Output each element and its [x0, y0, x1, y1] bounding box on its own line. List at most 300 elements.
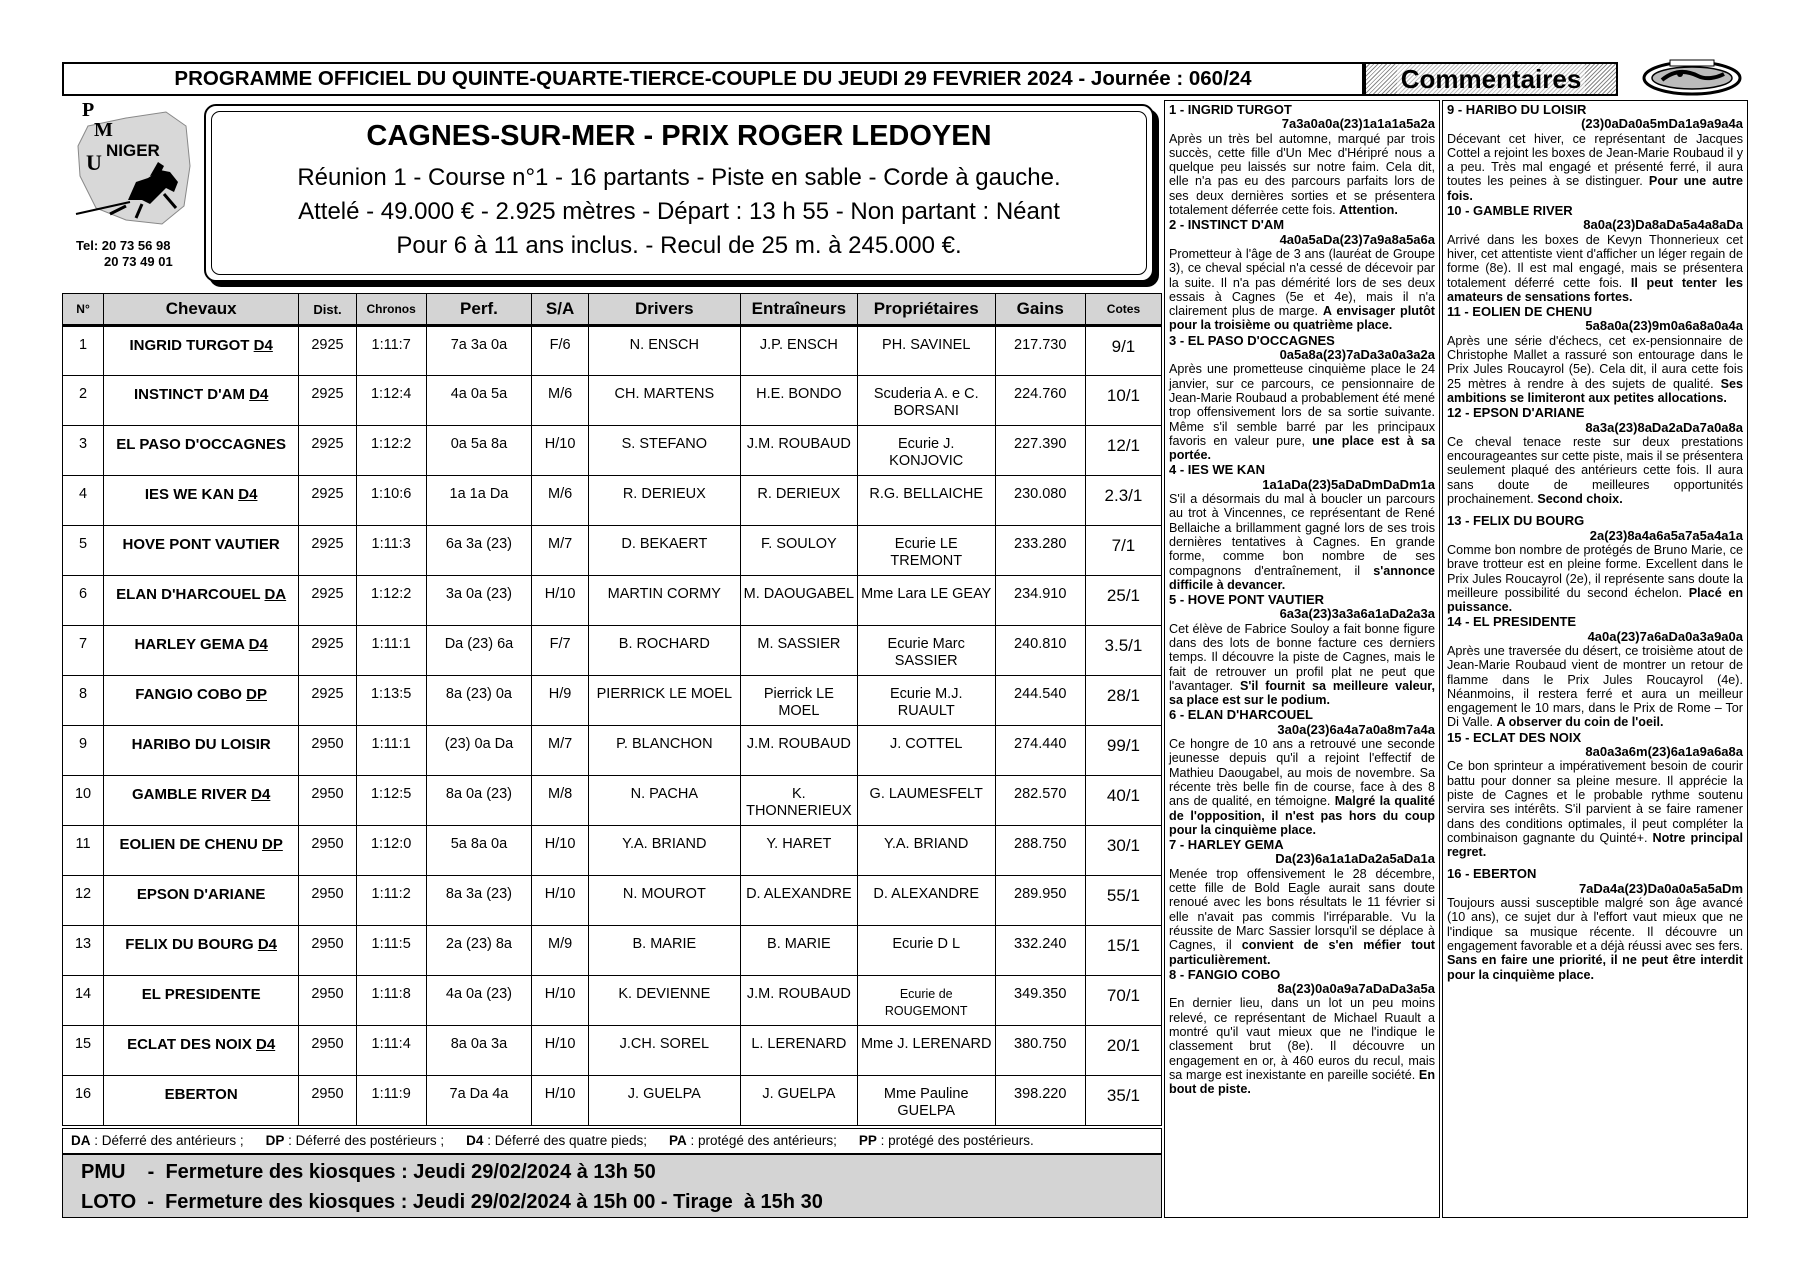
- perf-cell: 8a 3a (23): [426, 876, 532, 926]
- horse-name: EL PASO D'OCCAGNES: [116, 436, 286, 453]
- shoeing-tag: D4: [257, 936, 277, 953]
- comment-body: Après un très bel automne, marqué par trois succès, cette fille d'Un Mec d'Héripré nous a quelque peu laissés sur notre faim. Cela dit, elle n'a pas eu des parcours parfaits lors de ses deux dernières sorties et se présentera totalement déferrée cette fois.: [1169, 131, 1435, 218]
- comment-block: [1169, 968, 1435, 1097]
- dist-cell: 2925: [299, 676, 357, 726]
- gains-cell: 233.280: [995, 526, 1085, 576]
- cote-cell: 40/1: [1085, 776, 1161, 826]
- chrono-cell: 1:11:4: [356, 1026, 426, 1076]
- legend-code: DP: [265, 1133, 285, 1148]
- pmu-closing: PMU - Fermeture des kiosques : Jeudi 29/02/2024 à 13h 50: [81, 1161, 656, 1183]
- comment-body: Décevant cet hiver, ce représentant de Jacques Cottel a rejoint les boxes de Jean-Marie Roubaud il y a peu. Très mal engagé et présenté ferré, il aura toutes les peines à se distinguer.: [1447, 131, 1743, 189]
- comment-horse-heading: 10 - GAMBLE RIVER: [1447, 203, 1573, 219]
- owner-cell: Ecurie D L: [857, 926, 995, 976]
- comment-body: Ce hongre de 10 ans a retrouvé une seconde jeunesse depuis qu'il a rejoint l'effectif de Mathieu Daougabel, au mois de novembre. Sa récente très belle fin de course, face à des 8 ans de qualité, en témoigne.: [1169, 737, 1435, 809]
- gains-cell: 230.080: [995, 476, 1085, 526]
- comment-performance: Da(23)6a1a1aDa2a5aDa1a: [1275, 851, 1435, 867]
- comment-performance: 1a1aDa(23)5aDaDmDaDm1a: [1262, 476, 1435, 492]
- sa-cell: H/10: [532, 876, 588, 926]
- cote-cell: 35/1: [1085, 1076, 1161, 1126]
- comment-body: Comme bon nombre de protégés de Bruno Marie, ce brave trotteur est en pleine forme. Excellent dans le Prix Jules Roucayrol (2e), il représente sans doute la meilleure possibilité du second échelon.: [1447, 542, 1743, 600]
- dist-cell: 2950: [299, 776, 357, 826]
- shoeing-tag: DP: [246, 686, 267, 703]
- horse-name: EOLIEN DE CHENU: [119, 836, 258, 853]
- table-row: [63, 476, 1162, 526]
- comment-block: [1447, 305, 1743, 405]
- comment-body: Après une prometteuse cinquième place le 24 janvier, sur ce parcours, ce pensionnaire de Jean-Marie Roubaud a probablement été mené trop offensivement lors de sa sortie suivante. Même s'il semble barré par les principaux favoris en valeur pure,: [1169, 362, 1435, 448]
- legend-item: [71, 1133, 244, 1148]
- shoeing-tag: D4: [248, 636, 268, 653]
- comment-horse-heading: 5 - HOVE PONT VAUTIER: [1169, 592, 1325, 608]
- n-cell: 10: [63, 776, 104, 826]
- legend-code: D4: [466, 1133, 484, 1148]
- comment-horse-heading: 9 - HARIBO DU LOISIR: [1447, 102, 1587, 117]
- owner-cell: Scuderia A. e C. BORSANI: [857, 376, 995, 426]
- cote-cell: 70/1: [1085, 976, 1161, 1026]
- n-cell: 4: [63, 476, 104, 526]
- chrono-cell: 1:13:5: [356, 676, 426, 726]
- chrono-cell: 1:11:7: [356, 326, 426, 376]
- horse-name: EL PRESIDENTE: [141, 986, 261, 1003]
- comment-verdict: A envisager plutôt pour la troisième ou quatrième place.: [1169, 304, 1435, 333]
- owner-cell: D. ALEXANDRE: [857, 876, 995, 926]
- comment-performance: 0a5a8a(23)7aDa3a0a3a2a: [1279, 347, 1435, 363]
- col-header-chronos: Chronos: [356, 294, 426, 326]
- comment-verdict: A observer du coin de l'oeil.: [1496, 715, 1664, 730]
- cote-cell: 9/1: [1085, 326, 1161, 376]
- table-row: [63, 676, 1162, 726]
- comment-body: Après une série d'échecs, cet ex-pensionnaire de Christophe Mallet a rassuré son entourage dans le Prix Jules Roucayrol (5e). Cela dit, il aura cette fois 25 mètres à rendre à des sujets de qualité.: [1447, 333, 1743, 391]
- n-cell: 5: [63, 526, 104, 576]
- cote-cell: 15/1: [1085, 926, 1161, 976]
- comment-block: [1447, 514, 1743, 614]
- sa-cell: M/6: [532, 376, 588, 426]
- table-row: [63, 876, 1162, 926]
- driver-cell: J.CH. SOREL: [588, 1026, 740, 1076]
- comment-body: S'il a désormais du mal à boucler un parcours au trot à Vincennes, ce représentant de René Bellaiche a brillamment gagné lors de ses trois dernières tentatives à Cagnes. En grande forme, comme bon nombre de ses compagnons d'entraînement, il: [1169, 492, 1435, 578]
- shoeing-tag: D4: [249, 386, 269, 403]
- comment-verdict: Sans en faire une priorité, il ne peut être interdit pour la cinquième place.: [1447, 953, 1743, 982]
- horse-name: INSTINCT D'AM: [133, 386, 245, 403]
- comment-horse-heading: 3 - EL PASO D'OCCAGNES: [1169, 332, 1335, 348]
- horse-name-cell: [104, 876, 299, 926]
- table-row: [63, 976, 1162, 1026]
- chrono-cell: 1:12:5: [356, 776, 426, 826]
- comment-block: [1447, 103, 1743, 203]
- trainer-cell: J.P. ENSCH: [740, 326, 857, 376]
- horse-name-cell: [104, 626, 299, 676]
- programme-title: PROGRAMME OFFICIEL DU QUINTE-QUARTE-TIERCE-COUPLE DU JEUDI 29 FEVRIER 2024 - Journée : 060/24: [174, 67, 1252, 90]
- trainer-cell: D. ALEXANDRE: [740, 876, 857, 926]
- comment-block: [1169, 708, 1435, 837]
- comment-block: [1169, 838, 1435, 967]
- owner-cell: Ecurie J. KONJOVIC: [857, 426, 995, 476]
- comment-horse-heading: 13 - FELIX DU BOURG: [1447, 513, 1585, 529]
- table-row: [63, 576, 1162, 626]
- comment-horse-heading: 12 - EPSON D'ARIANE: [1447, 405, 1585, 421]
- legend-item: [859, 1133, 1034, 1148]
- comment-body: Toujours aussi susceptible malgré son âge avancé (10 ans), ce sujet dur à l'effort vaut mieux que ne l'indique sa musique récente. Il découvre un engagement favorable et a déjà réussi avec ses fers.: [1447, 896, 1743, 953]
- legend-text: : Déferré des quatre pieds;: [483, 1133, 648, 1148]
- perf-cell: Da (23) 6a: [426, 626, 532, 676]
- sa-cell: H/10: [532, 426, 588, 476]
- comment-horse-heading: 1 - INGRID TURGOT: [1169, 102, 1292, 117]
- table-row: [63, 826, 1162, 876]
- comment-verdict: Second choix.: [1537, 492, 1623, 507]
- owner-cell: R.G. BELLAICHE: [857, 476, 995, 526]
- comment-horse-heading: 6 - ELAN D'HARCOUEL: [1169, 707, 1313, 723]
- comment-performance: 2a(23)8a4a6a5a7a5a4a1a: [1589, 527, 1743, 543]
- comment-body: Menée trop offensivement le 28 décembre, cette fille de Bold Eagle aurait sans doute renoué avec les bons résultats le 11 février si elle n'avait pas commis l'irréparable. Vu la réussite de Marc Sassier lorsqu'il se déplace à Cagnes, il: [1169, 866, 1435, 953]
- driver-cell: P. BLANCHON: [588, 726, 740, 776]
- gains-cell: 349.350: [995, 976, 1085, 1026]
- perf-cell: 7a Da 4a: [426, 1076, 532, 1126]
- shoeing-tag: D4: [251, 786, 271, 803]
- table-row: [63, 526, 1162, 576]
- table-row: [63, 776, 1162, 826]
- shoeing-tag: DA: [264, 586, 287, 603]
- chrono-cell: 1:11:8: [356, 976, 426, 1026]
- trainer-cell: J.M. ROUBAUD: [740, 426, 857, 476]
- perf-cell: 4a 0a (23): [426, 976, 532, 1026]
- horse-name: FANGIO COBO: [135, 686, 242, 703]
- table-row: [63, 326, 1162, 376]
- perf-cell: 8a 0a (23): [426, 776, 532, 826]
- legend-text: : Déferré des postérieurs ;: [284, 1133, 445, 1148]
- chrono-cell: 1:11:3: [356, 526, 426, 576]
- loto-closing: LOTO - Fermeture des kiosques : Jeudi 29/02/2024 à 15h 00 - Tirage à 15h 30: [81, 1191, 823, 1213]
- table-row: [63, 376, 1162, 426]
- comment-text: [1169, 247, 1435, 333]
- horse-name: GAMBLE RIVER: [131, 786, 247, 803]
- trainer-cell: M. SASSIER: [740, 626, 857, 676]
- comment-block: [1169, 334, 1435, 463]
- cote-cell: 3.5/1: [1085, 626, 1161, 676]
- comment-horse-heading: 15 - ECLAT DES NOIX: [1447, 729, 1582, 745]
- comment-verdict: Attention.: [1339, 203, 1398, 218]
- horse-name-cell: [104, 976, 299, 1026]
- table-row: [63, 1026, 1162, 1076]
- horse-name: ECLAT DES NOIX: [127, 1036, 252, 1053]
- trainer-cell: H.E. BONDO: [740, 376, 857, 426]
- sa-cell: M/6: [532, 476, 588, 526]
- table-row: [63, 426, 1162, 476]
- owner-cell: Ecurie LE TREMONT: [857, 526, 995, 576]
- gains-cell: 288.750: [995, 826, 1085, 876]
- horse-name: EPSON D'ARIANE: [136, 886, 266, 903]
- comment-block: [1447, 204, 1743, 304]
- legend-code: DA: [71, 1133, 91, 1148]
- table-row: [63, 626, 1162, 676]
- phone-1: Tel: 20 73 56 98: [76, 238, 171, 253]
- dist-cell: 2925: [299, 576, 357, 626]
- comment-text: [1447, 644, 1743, 730]
- dist-cell: 2950: [299, 826, 357, 876]
- shoeing-tag: DP: [261, 836, 283, 853]
- comment-verdict: convient de s'en méfier tout particulièrement.: [1169, 938, 1435, 967]
- comment-performance: 4a0a5aDa(23)7a9a8a5a6a: [1279, 231, 1435, 247]
- perf-cell: 8a (23) 0a: [426, 676, 532, 726]
- programme-banner: [62, 62, 1364, 96]
- comment-block: [1447, 731, 1743, 860]
- phone-2: 20 73 49 01: [104, 254, 173, 269]
- comment-body: Prometteur à l'âge de 3 ans (lauréat de Groupe 3), ce cheval spécial n'a cessé de décevoir par la suite. Il n'a pas démérité lors de ses deux essais à Cagnes (5e et 4e), mais il n'a clairement plus de marge.: [1169, 246, 1435, 319]
- comment-text: [1169, 492, 1435, 592]
- n-cell: 13: [63, 926, 104, 976]
- trainer-cell: J. GUELPA: [740, 1076, 857, 1126]
- comment-text: [1169, 622, 1435, 708]
- n-cell: 2: [63, 376, 104, 426]
- horse-name-cell: [104, 826, 299, 876]
- dist-cell: 2950: [299, 926, 357, 976]
- cote-cell: 25/1: [1085, 576, 1161, 626]
- pmu-niger-logo: [66, 96, 196, 236]
- table-row: [63, 926, 1162, 976]
- comment-horse-heading: 4 - IES WE KAN: [1169, 462, 1266, 478]
- horse-name: EBERTON: [164, 1086, 238, 1103]
- trainer-cell: M. DAOUGABEL: [740, 576, 857, 626]
- comment-performance: 3a0a(23)6a4a7a0a8m7a4a: [1277, 721, 1435, 737]
- closing-times: [62, 1154, 1162, 1218]
- chrono-cell: 1:12:2: [356, 426, 426, 476]
- col-header-horses: Chevaux: [104, 294, 299, 326]
- comment-performance: 5a8a0a(23)9m0a6a8a0a4a: [1585, 318, 1743, 334]
- race-title: CAGNES-SUR-MER - PRIX ROGER LEDOYEN: [366, 120, 992, 152]
- col-header-owners: Propriétaires: [857, 294, 995, 326]
- trainer-cell: K. THONNERIEUX: [740, 776, 857, 826]
- sa-cell: M/7: [532, 726, 588, 776]
- comment-text: [1447, 759, 1743, 859]
- sa-cell: H/10: [532, 826, 588, 876]
- perf-cell: 3a 0a (23): [426, 576, 532, 626]
- gains-cell: 217.730: [995, 326, 1085, 376]
- horse-name-cell: [104, 326, 299, 376]
- comment-text: [1447, 435, 1743, 506]
- dist-cell: 2925: [299, 326, 357, 376]
- comment-body: Ce bon sprinteur a impérativement besoin de courir battu pour donner sa pleine mesure. Il apprécie la piste de Cagnes et le probable rythme soutenu servira ses intérêts. S'il parvient à se faire ramener dans des conditions optimales, il peut compléter la combinaison gagnante du Quinté+.: [1447, 759, 1743, 845]
- comment-performance: 7aDa4a(23)Da0a0a5a5aDm: [1578, 880, 1743, 896]
- runners-table: [62, 293, 1162, 1126]
- driver-cell: N. PACHA: [588, 776, 740, 826]
- owner-cell: PH. SAVINEL: [857, 326, 995, 376]
- col-header-sa: S/A: [532, 294, 588, 326]
- legend-code: PA: [669, 1133, 687, 1148]
- trainer-cell: L. LERENARD: [740, 1026, 857, 1076]
- chrono-cell: 1:12:4: [356, 376, 426, 426]
- chrono-cell: 1:11:1: [356, 726, 426, 776]
- comment-performance: 8a0a3a6m(23)6a1a9a6a8a: [1585, 744, 1743, 760]
- owner-cell: J. COTTEL: [857, 726, 995, 776]
- horse-name: HARIBO DU LOISIR: [131, 736, 271, 753]
- n-cell: 15: [63, 1026, 104, 1076]
- table-header-row: [63, 294, 1162, 326]
- comment-horse-heading: 8 - FANGIO COBO: [1169, 966, 1281, 982]
- gains-cell: 282.570: [995, 776, 1085, 826]
- owner-cell: Ecurie M.J. RUAULT: [857, 676, 995, 726]
- comment-verdict: Placé en puissance.: [1447, 585, 1744, 615]
- comment-performance: 6a3a(23)3a3a6a1aDa2a3a: [1279, 606, 1435, 622]
- sa-cell: M/8: [532, 776, 588, 826]
- n-cell: 12: [63, 876, 104, 926]
- comment-text: [1169, 737, 1435, 837]
- horse-name-cell: [104, 1076, 299, 1126]
- gains-cell: 227.390: [995, 426, 1085, 476]
- dist-cell: 2950: [299, 726, 357, 776]
- comment-text: [1447, 896, 1743, 982]
- comment-text: [1447, 233, 1743, 304]
- comment-verdict: s'annonce difficile à devancer.: [1169, 563, 1435, 592]
- horse-name-cell: [104, 1026, 299, 1076]
- comment-block: [1169, 103, 1435, 217]
- n-cell: 1: [63, 326, 104, 376]
- comment-block: [1169, 593, 1435, 707]
- trainer-cell: B. MARIE: [740, 926, 857, 976]
- gains-cell: 274.440: [995, 726, 1085, 776]
- table-row: [63, 726, 1162, 776]
- col-header-trainers: Entraîneurs: [740, 294, 857, 326]
- dist-cell: 2925: [299, 626, 357, 676]
- driver-cell: MARTIN CORMY: [588, 576, 740, 626]
- trainer-cell: R. DERIEUX: [740, 476, 857, 526]
- horse-name: INGRID TURGOT: [129, 337, 250, 354]
- contact-phones: [76, 238, 206, 270]
- gains-cell: 332.240: [995, 926, 1085, 976]
- horse-name: HOVE PONT VAUTIER: [122, 536, 280, 553]
- comment-performance: 8a0a(23)Da8aDa5a4a8aDa: [1583, 217, 1743, 233]
- sa-cell: H/10: [532, 1026, 588, 1076]
- gains-cell: 240.810: [995, 626, 1085, 676]
- owner-cell: Mme Pauline GUELPA: [857, 1076, 995, 1126]
- driver-cell: J. GUELPA: [588, 1076, 740, 1126]
- owner-cell: Mme Lara LE GEAY: [857, 576, 995, 626]
- driver-cell: S. STEFANO: [588, 426, 740, 476]
- dist-cell: 2950: [299, 876, 357, 926]
- comment-text: [1169, 132, 1435, 218]
- n-cell: 11: [63, 826, 104, 876]
- dist-cell: 2925: [299, 376, 357, 426]
- comment-verdict: une place est à sa portée.: [1169, 433, 1435, 463]
- comment-text: [1447, 543, 1743, 614]
- dist-cell: 2950: [299, 1076, 357, 1126]
- comment-block: [1169, 218, 1435, 332]
- dist-cell: 2925: [299, 476, 357, 526]
- n-cell: 14: [63, 976, 104, 1026]
- driver-cell: B. ROCHARD: [588, 626, 740, 676]
- perf-cell: 1a 1a Da: [426, 476, 532, 526]
- comment-horse-heading: 16 - EBERTON: [1447, 866, 1537, 882]
- driver-cell: D. BEKAERT: [588, 526, 740, 576]
- driver-cell: K. DEVIENNE: [588, 976, 740, 1026]
- n-cell: 6: [63, 576, 104, 626]
- gains-cell: 289.950: [995, 876, 1085, 926]
- driver-cell: N. MOUROT: [588, 876, 740, 926]
- horse-name-cell: [104, 376, 299, 426]
- perf-cell: 0a 5a 8a: [426, 426, 532, 476]
- dist-cell: 2950: [299, 1026, 357, 1076]
- horse-name: IES WE KAN: [144, 486, 235, 503]
- legend-text: : Déferré des antérieurs ;: [90, 1133, 244, 1148]
- perf-cell: 4a 0a 5a: [426, 376, 532, 426]
- chrono-cell: 1:11:5: [356, 926, 426, 976]
- chrono-cell: 1:10:6: [356, 476, 426, 526]
- horse-name-cell: [104, 426, 299, 476]
- perf-cell: 8a 0a 3a: [426, 1026, 532, 1076]
- sa-cell: M/7: [532, 526, 588, 576]
- comment-verdict: Ses ambitions se limiteront aux petites allocations.: [1447, 376, 1743, 405]
- sa-cell: H/10: [532, 976, 588, 1026]
- comment-block: [1169, 463, 1435, 592]
- legend-item: [669, 1133, 837, 1148]
- shoeing-tag: D4: [253, 337, 273, 354]
- col-header-num: N°: [63, 294, 104, 326]
- gains-cell: 234.910: [995, 576, 1085, 626]
- comment-horse-heading: 7 - HARLEY GEMA: [1169, 837, 1284, 853]
- comments-column-1: [1164, 100, 1440, 1218]
- driver-cell: Y.A. BRIAND: [588, 826, 740, 876]
- comment-verdict: Il peut tenter les amateurs de sensations fortes.: [1447, 275, 1743, 304]
- gains-cell: 380.750: [995, 1026, 1085, 1076]
- owner-cell: Ecurie de ROUGEMONT: [857, 976, 995, 1026]
- horse-name-cell: [104, 726, 299, 776]
- comment-verdict: Malgré la qualité de l'opposition, il n'est pas hors du coup pour la cinquième place.: [1169, 794, 1435, 837]
- owner-cell: Ecurie Marc SASSIER: [857, 626, 995, 676]
- dist-cell: 2925: [299, 526, 357, 576]
- owner-cell: Y.A. BRIAND: [857, 826, 995, 876]
- sa-cell: F/7: [532, 626, 588, 676]
- horse-name-cell: [104, 676, 299, 726]
- n-cell: 9: [63, 726, 104, 776]
- cote-cell: 2.3/1: [1085, 476, 1161, 526]
- logo-niger: NIGER: [106, 141, 160, 160]
- comment-verdict: Pour une autre fois.: [1447, 174, 1744, 203]
- comment-horse-heading: 14 - EL PRESIDENTE: [1447, 614, 1577, 630]
- gains-cell: 244.540: [995, 676, 1085, 726]
- cote-cell: 12/1: [1085, 426, 1161, 476]
- trainer-cell: Pierrick LE MOEL: [740, 676, 857, 726]
- race-details-2: Attelé - 49.000 € - 2.925 mètres - Départ : 13 h 55 - Non partant : Néant: [298, 198, 1060, 225]
- race-details-1: Réunion 1 - Course n°1 - 16 partants - Piste en sable - Corde à gauche.: [297, 164, 1061, 191]
- legend-item: [466, 1133, 647, 1148]
- comment-verdict: En bout de piste.: [1169, 1067, 1436, 1097]
- comment-body: Arrivé dans les boxes de Kevyn Thonnerieux cet hiver, cet attentiste vient d'afficher un léger regain de forme (8e). Il est mal engagé, mais se présentera totalement déferré cette fois.: [1447, 232, 1743, 290]
- cote-cell: 28/1: [1085, 676, 1161, 726]
- driver-cell: N. ENSCH: [588, 326, 740, 376]
- comment-horse-heading: 2 - INSTINCT D'AM: [1169, 217, 1285, 233]
- runners-body: [63, 326, 1162, 1126]
- comment-block: [1447, 867, 1743, 981]
- horse-name-cell: [104, 526, 299, 576]
- comments-column-2: [1442, 100, 1748, 1218]
- comment-text: [1169, 362, 1435, 462]
- comment-verdict: Notre principal regret.: [1447, 830, 1744, 860]
- logo-letter-m: M: [94, 119, 113, 141]
- shoeing-legend: [62, 1128, 1162, 1154]
- horse-name: ELAN D'HARCOUEL: [116, 586, 261, 603]
- legend-text: : protégé des postérieurs.: [876, 1133, 1034, 1148]
- legend-text: : protégé des antérieurs;: [686, 1133, 837, 1148]
- comment-performance: (23)0aDa0a5mDa1a9a9a4a: [1581, 116, 1743, 132]
- comment-text: [1169, 996, 1435, 1096]
- chrono-cell: 1:12:0: [356, 826, 426, 876]
- sa-cell: H/10: [532, 1076, 588, 1126]
- n-cell: 3: [63, 426, 104, 476]
- race-info-box: [204, 104, 1154, 282]
- owner-cell: G. LAUMESFELT: [857, 776, 995, 826]
- comment-performance: 7a3a0a0a(23)1a1a1a5a2a: [1281, 116, 1435, 132]
- owner-cell: Mme J. LERENARD: [857, 1026, 995, 1076]
- cote-cell: 20/1: [1085, 1026, 1161, 1076]
- dist-cell: 2950: [299, 976, 357, 1026]
- perf-cell: 5a 8a 0a: [426, 826, 532, 876]
